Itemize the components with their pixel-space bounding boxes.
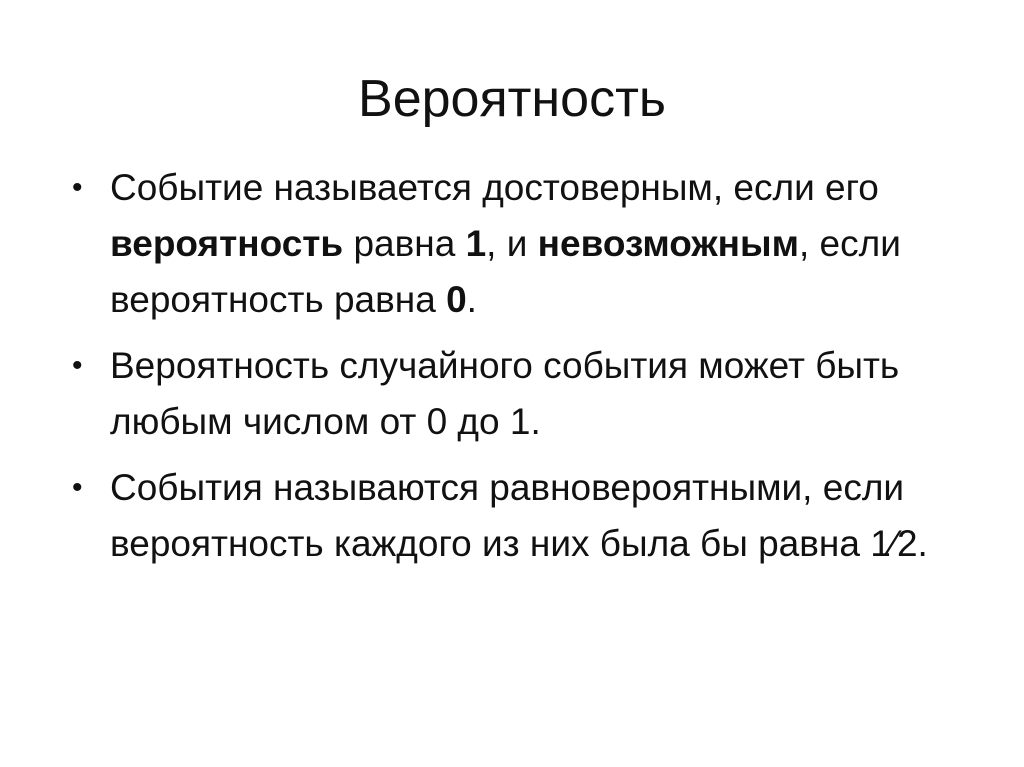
bullet-1-bold-impossible: невозможным	[537, 223, 799, 264]
bullet-1-bold-probability: вероятность	[110, 223, 344, 264]
slide-title: Вероятность	[358, 70, 666, 128]
bullet-item-3	[70, 460, 970, 572]
bullet-list	[70, 160, 970, 582]
bullet-dot-icon: •	[72, 349, 83, 382]
bullet-dot-icon: •	[72, 171, 83, 204]
bullet-1-part-5: , и	[486, 223, 538, 264]
bullet-1-bold-zero: 0	[446, 279, 467, 320]
bullet-1-bold-one: 1	[465, 223, 487, 264]
bullet-1-part-1: Событие называется достоверным, если его	[110, 167, 879, 208]
bullet-1-text	[110, 167, 901, 320]
bullet-2-text: Вероятность случайного события может быть любым числом от 0 до 1.	[110, 345, 900, 442]
bullet-1-part-9: .	[466, 279, 477, 320]
bullet-1-part-7: , если вероятность равна	[110, 223, 901, 320]
bullet-1-part-3: равна	[343, 223, 466, 264]
bullet-3-text: События называются равновероятными, если вероятность каждого из них была бы равна 1⁄2.	[110, 467, 928, 564]
bullet-item-2	[70, 338, 970, 450]
bullet-dot-icon: •	[72, 471, 83, 504]
bullet-item-1	[70, 160, 970, 328]
